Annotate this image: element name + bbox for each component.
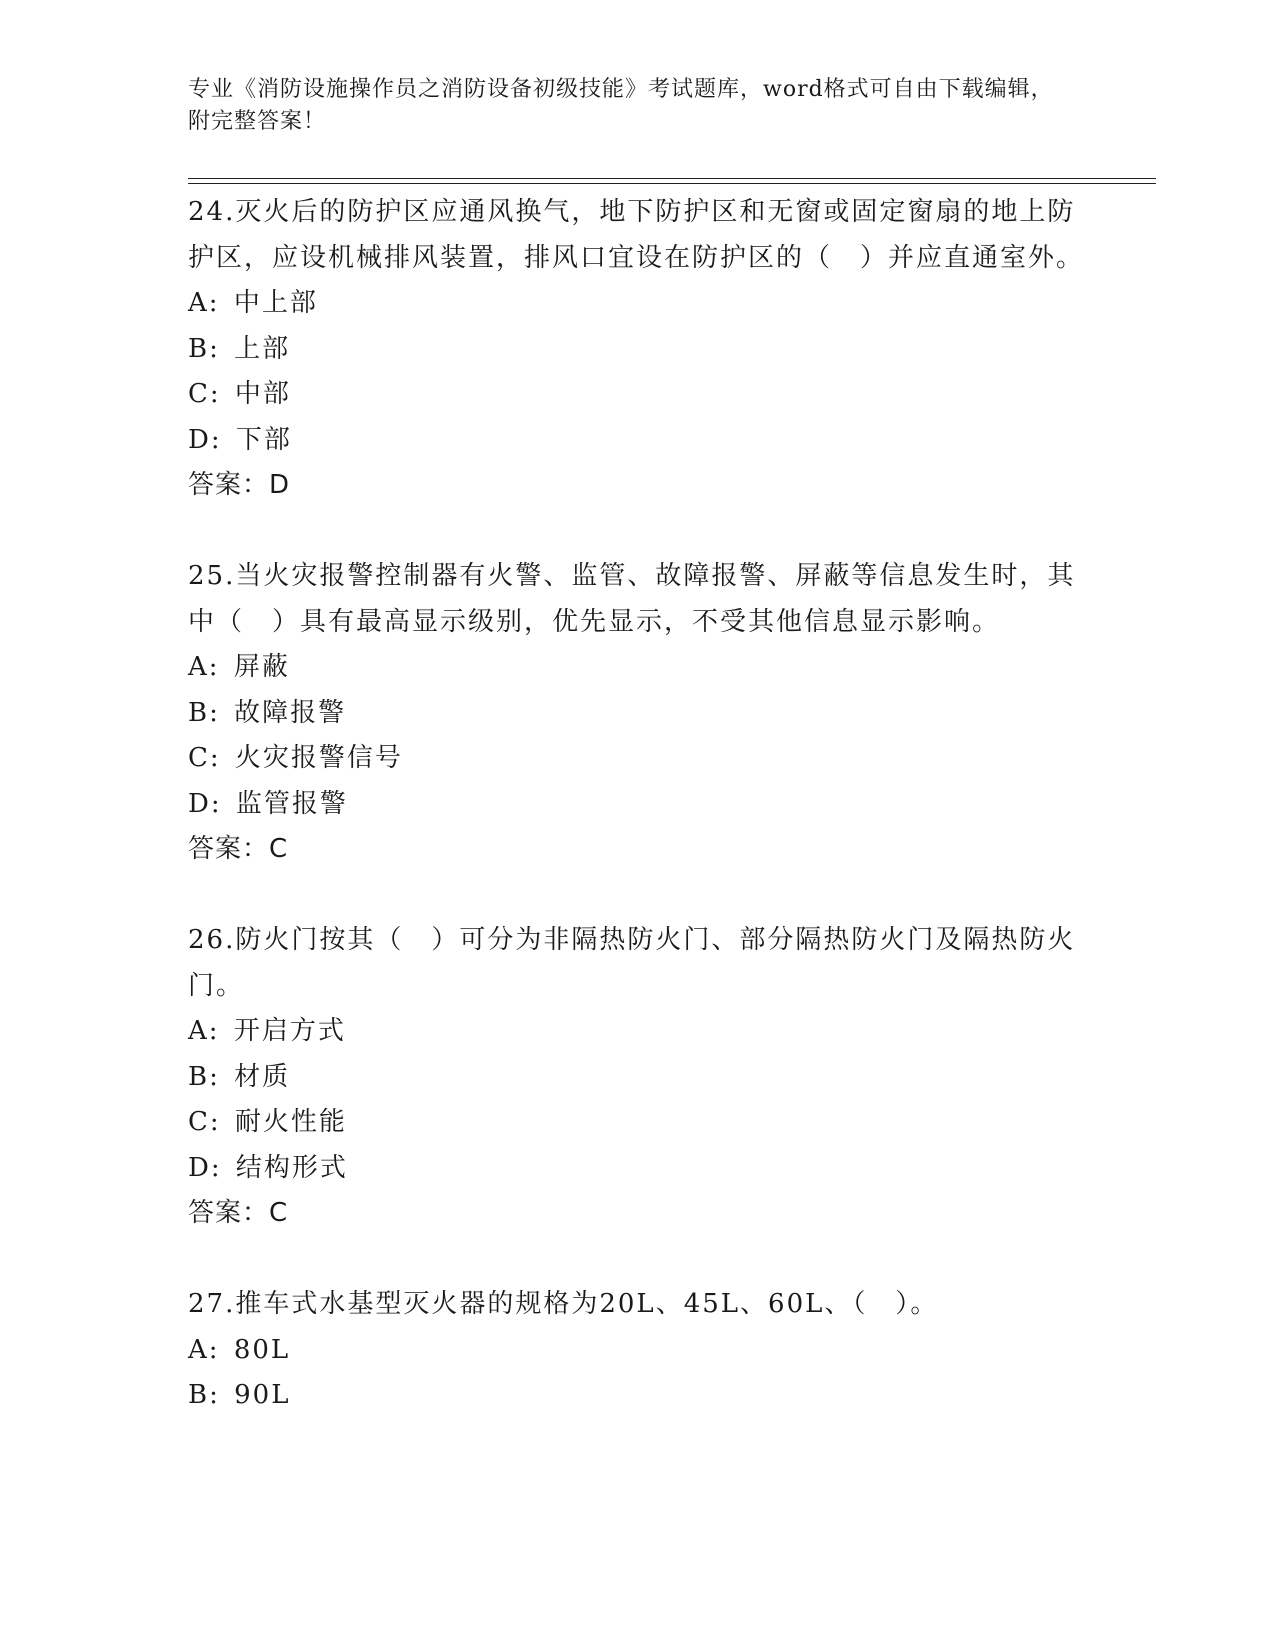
option-letter: B: xyxy=(188,1380,220,1410)
option-text: 下部 xyxy=(235,424,292,455)
option-text: 结构形式 xyxy=(235,1152,348,1183)
question-24 xyxy=(188,190,1088,509)
option-text: 上部 xyxy=(234,333,291,364)
option-letter: A: xyxy=(188,1334,220,1365)
option-text: 开启方式 xyxy=(233,1016,346,1046)
option-text: 耐火性能 xyxy=(234,1107,347,1137)
question-stem: 26.防火门按其（ ）可分为非隔热防火门、部分隔热防火门及隔热防火门。 xyxy=(188,925,1076,1001)
option-letter: D: xyxy=(188,424,222,455)
option-letter: D: xyxy=(188,1152,222,1183)
answer-line: 答案：C xyxy=(188,1198,289,1228)
option-text: 中部 xyxy=(234,379,291,409)
header-divider-top xyxy=(188,178,1156,179)
option-letter: B: xyxy=(188,1061,220,1092)
option-a xyxy=(188,281,1088,327)
answer-line: 答案：D xyxy=(188,470,291,500)
question-25 xyxy=(188,554,1088,873)
option-letter: A: xyxy=(188,1016,220,1046)
option-text: 火灾报警信号 xyxy=(234,743,403,773)
header-divider-bottom xyxy=(188,183,1156,184)
option-b xyxy=(188,1055,1088,1101)
option-letter: B: xyxy=(188,333,220,364)
option-text: 90L xyxy=(234,1380,291,1410)
option-d xyxy=(188,1146,1088,1192)
option-c xyxy=(188,372,1088,418)
option-b xyxy=(188,327,1088,373)
option-a xyxy=(188,645,1088,691)
option-text: 80L xyxy=(233,1334,291,1365)
option-text: 故障报警 xyxy=(234,697,347,728)
question-27 xyxy=(188,1282,1088,1419)
option-letter: C: xyxy=(188,379,221,409)
option-a xyxy=(188,1009,1088,1055)
option-d xyxy=(188,782,1088,828)
option-b xyxy=(188,691,1088,737)
option-letter: D: xyxy=(188,788,222,819)
option-c xyxy=(188,736,1088,782)
option-text: 材质 xyxy=(234,1061,291,1092)
question-stem: 24.灭火后的防护区应通风换气，地下防护区和无窗或固定窗扇的地上防护区，应设机械排风装置，排风口宜设在防护区的（ ）并应直通室外。 xyxy=(188,197,1085,273)
option-letter: C: xyxy=(188,743,221,773)
option-b xyxy=(188,1373,1088,1419)
option-c xyxy=(188,1100,1088,1146)
answer-line: 答案：C xyxy=(188,834,289,864)
option-text: 屏蔽 xyxy=(233,652,290,682)
question-stem: 27.推车式水基型灭火器的规格为20L、45L、60L、（ ）。 xyxy=(188,1289,939,1319)
option-text: 中上部 xyxy=(233,288,318,318)
question-stem: 25.当火灾报警控制器有火警、监管、故障报警、屏蔽等信息发生时，其中（ ）具有最高显示级别，优先显示，不受其他信息显示影响。 xyxy=(188,561,1076,637)
option-letter: A: xyxy=(188,652,220,682)
option-letter: B: xyxy=(188,697,220,728)
question-list xyxy=(188,190,1088,1464)
option-letter: C: xyxy=(188,1107,221,1137)
question-26 xyxy=(188,918,1088,1237)
option-a xyxy=(188,1328,1088,1374)
document-header: 专业《消防设施操作员之消防设备初级技能》考试题库，word格式可自由下载编辑，附完整答案！ xyxy=(188,77,1054,134)
option-text: 监管报警 xyxy=(235,788,348,819)
option-d xyxy=(188,418,1088,464)
option-letter: A: xyxy=(188,288,220,318)
